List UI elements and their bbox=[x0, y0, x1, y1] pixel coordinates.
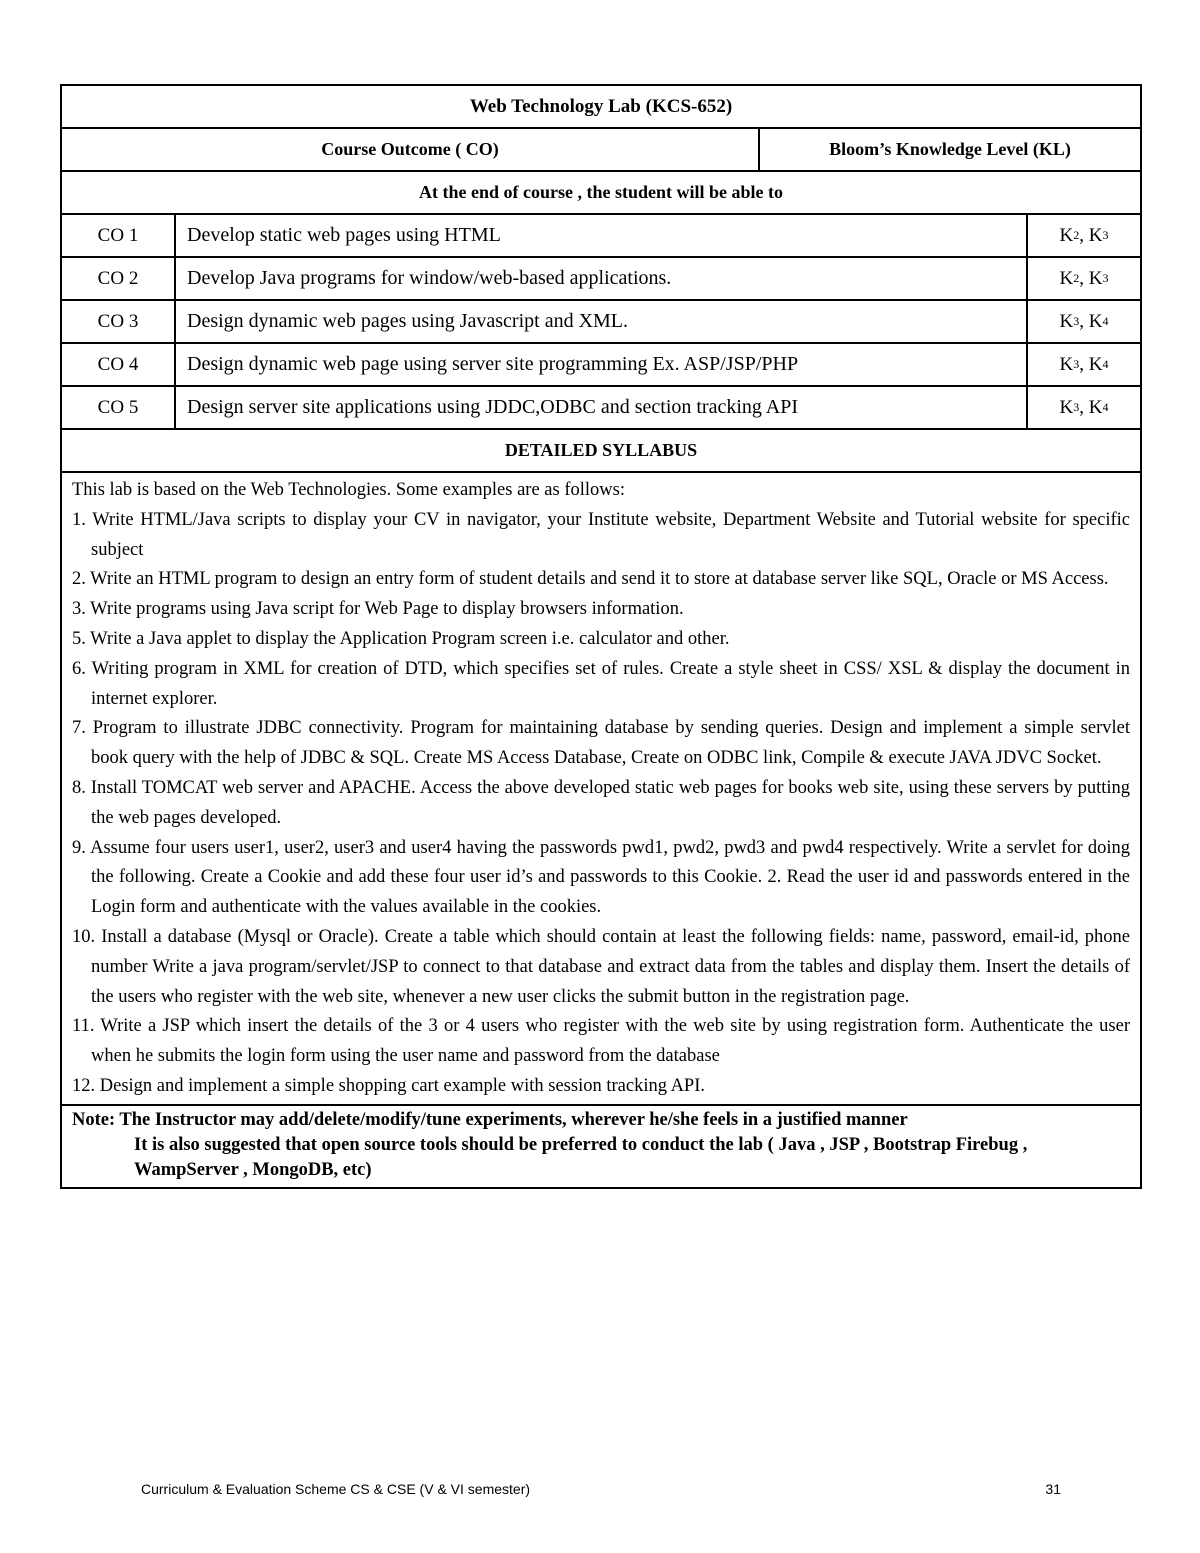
kl-subscript: 3 bbox=[1102, 228, 1109, 242]
kl-subscript: 3 bbox=[1073, 357, 1080, 371]
footer-text: Curriculum & Evaluation Scheme CS & CSE (V & VI semester) bbox=[141, 1481, 531, 1497]
outcome-knowledge-level bbox=[1028, 387, 1140, 428]
kl-letter: K bbox=[1088, 224, 1103, 246]
kl-separator: , bbox=[1079, 353, 1089, 375]
syllabus-table bbox=[60, 84, 1142, 1189]
kl-subscript: 3 bbox=[1102, 271, 1109, 285]
note-line: Note: The Instructor may add/delete/modify/tune experiments, wherever he/she feels in a justified manner bbox=[72, 1109, 908, 1130]
outcome-knowledge-level bbox=[1028, 215, 1140, 256]
kl-subscript: 4 bbox=[1102, 357, 1109, 371]
experiment-item: 12. Design and implement a simple shopping cart example with session tracking API. bbox=[72, 1075, 706, 1096]
syllabus-body bbox=[62, 473, 1140, 1106]
outcome-description: Design server site applications using JDDC,ODBC and section tracking API bbox=[176, 387, 1028, 428]
outcome-description: Develop Java programs for window/web-based applications. bbox=[176, 258, 1028, 299]
experiment-item: 3. Write programs using Java script for Web Page to display browsers information. bbox=[72, 599, 684, 620]
outcome-description: Design dynamic web pages using Javascript and XML. bbox=[176, 301, 1028, 342]
outcome-id: CO 2 bbox=[62, 258, 176, 299]
experiment-item: 9. Assume four users user1, user2, user3 and user4 having the passwords pwd1, pwd2, pwd3 and pwd4 respectively. Write a servlet for doing the following. Create a Cookie and add these four user id’s and passwords to this Cookie. 2. Read the user id and passwords entered in the Login form and authenticate with the values available in the cookies. bbox=[72, 837, 1130, 918]
outcome-id: CO 1 bbox=[62, 215, 176, 256]
page-number: 31 bbox=[1045, 1481, 1061, 1497]
outcome-row bbox=[62, 258, 1140, 301]
kl-letter: K bbox=[1088, 310, 1103, 332]
kl-letter: K bbox=[1059, 396, 1074, 418]
experiment-list bbox=[72, 506, 1130, 1102]
kl-subscript: 2 bbox=[1073, 228, 1080, 242]
outcome-row bbox=[62, 301, 1140, 344]
experiment-item: 2. Write an HTML program to design an entry form of student details and send it to store at database server like SQL, Oracle or MS Access. bbox=[72, 569, 1109, 590]
kl-separator: , bbox=[1079, 267, 1089, 289]
course-title: Web Technology Lab (KCS-652) bbox=[62, 86, 1140, 129]
kl-letter: K bbox=[1059, 353, 1074, 375]
outcome-description: Develop static web pages using HTML bbox=[176, 215, 1028, 256]
note-suggestion: It is also suggested that open source tools should be preferred to conduct the lab ( Java , JSP , Bootstrap Firebug , WampServer , MongoDB, etc) bbox=[134, 1134, 1028, 1180]
kl-letter: K bbox=[1088, 353, 1103, 375]
outcome-knowledge-level bbox=[1028, 258, 1140, 299]
outcome-id: CO 3 bbox=[62, 301, 176, 342]
kl-subscript: 4 bbox=[1102, 400, 1109, 414]
experiment-item: 7. Program to illustrate JDBC connectivity. Program for maintaining database by sending queries. Design and implement a simple servlet book query with the help of JDBC & SQL. Create MS Access Database, Create on ODBC link, Compile & execute JAVA JDVC Socket. bbox=[72, 718, 1130, 769]
experiment-item: 10. Install a database (Mysql or Oracle). Create a table which should contain at least the following fields: name, password, email-id, phone number Write a java program/servlet/JSP to connect to that database and extract data from the tables and display them. Insert the details of the users who register with the web site, whenever a new user clicks the submit button in the registration page. bbox=[72, 926, 1130, 1007]
kl-letter: K bbox=[1059, 224, 1074, 246]
instructor-note bbox=[62, 1106, 1140, 1187]
kl-subscript: 4 bbox=[1102, 314, 1109, 328]
syllabus-intro: This lab is based on the Web Technologies. Some examples are as follows: bbox=[72, 480, 625, 500]
outcome-row bbox=[62, 344, 1140, 387]
course-outcome-header: Course Outcome ( CO) bbox=[62, 129, 760, 170]
kl-subscript: 3 bbox=[1073, 400, 1080, 414]
kl-subscript: 2 bbox=[1073, 271, 1080, 285]
header-row bbox=[62, 129, 1140, 172]
knowledge-level-header: Bloom’s Knowledge Level (KL) bbox=[829, 139, 1071, 159]
outcome-row bbox=[62, 215, 1140, 258]
experiment-item: 11. Write a JSP which insert the details of the 3 or 4 users who register with the web site by using registration form. Authenticate the user when he submits the login form using the user name and password from the database bbox=[72, 1016, 1130, 1067]
kl-subscript: 3 bbox=[1073, 314, 1080, 328]
outcome-row bbox=[62, 387, 1140, 430]
experiment-item: 1. Write HTML/Java scripts to display your CV in navigator, your Institute website, Department Website and Tutorial website for specific subject bbox=[72, 509, 1130, 560]
experiment-item: 6. Writing program in XML for creation of DTD, which specifies set of rules. Create a style sheet in CSS/ XSL & display the document in internet explorer. bbox=[72, 658, 1130, 709]
kl-letter: K bbox=[1059, 267, 1074, 289]
kl-separator: , bbox=[1079, 310, 1089, 332]
kl-letter: K bbox=[1059, 310, 1074, 332]
page-footer bbox=[141, 1481, 1061, 1497]
kl-letter: K bbox=[1088, 267, 1103, 289]
outcome-description: Design dynamic web page using server site programming Ex. ASP/JSP/PHP bbox=[176, 344, 1028, 385]
kl-letter: K bbox=[1088, 396, 1103, 418]
experiment-item: 8. Install TOMCAT web server and APACHE. Access the above developed static web pages for books web site, using these servers by putting the web pages developed. bbox=[72, 777, 1130, 828]
outcome-intro: At the end of course , the student will be able to bbox=[62, 172, 1140, 215]
kl-separator: , bbox=[1079, 396, 1089, 418]
detailed-syllabus-heading: DETAILED SYLLABUS bbox=[62, 430, 1140, 473]
outcome-id: CO 5 bbox=[62, 387, 176, 428]
outcome-knowledge-level bbox=[1028, 301, 1140, 342]
outcome-knowledge-level bbox=[1028, 344, 1140, 385]
experiment-item: 5. Write a Java applet to display the Application Program screen i.e. calculator and other. bbox=[72, 628, 730, 649]
kl-separator: , bbox=[1079, 224, 1089, 246]
outcome-id: CO 4 bbox=[62, 344, 176, 385]
